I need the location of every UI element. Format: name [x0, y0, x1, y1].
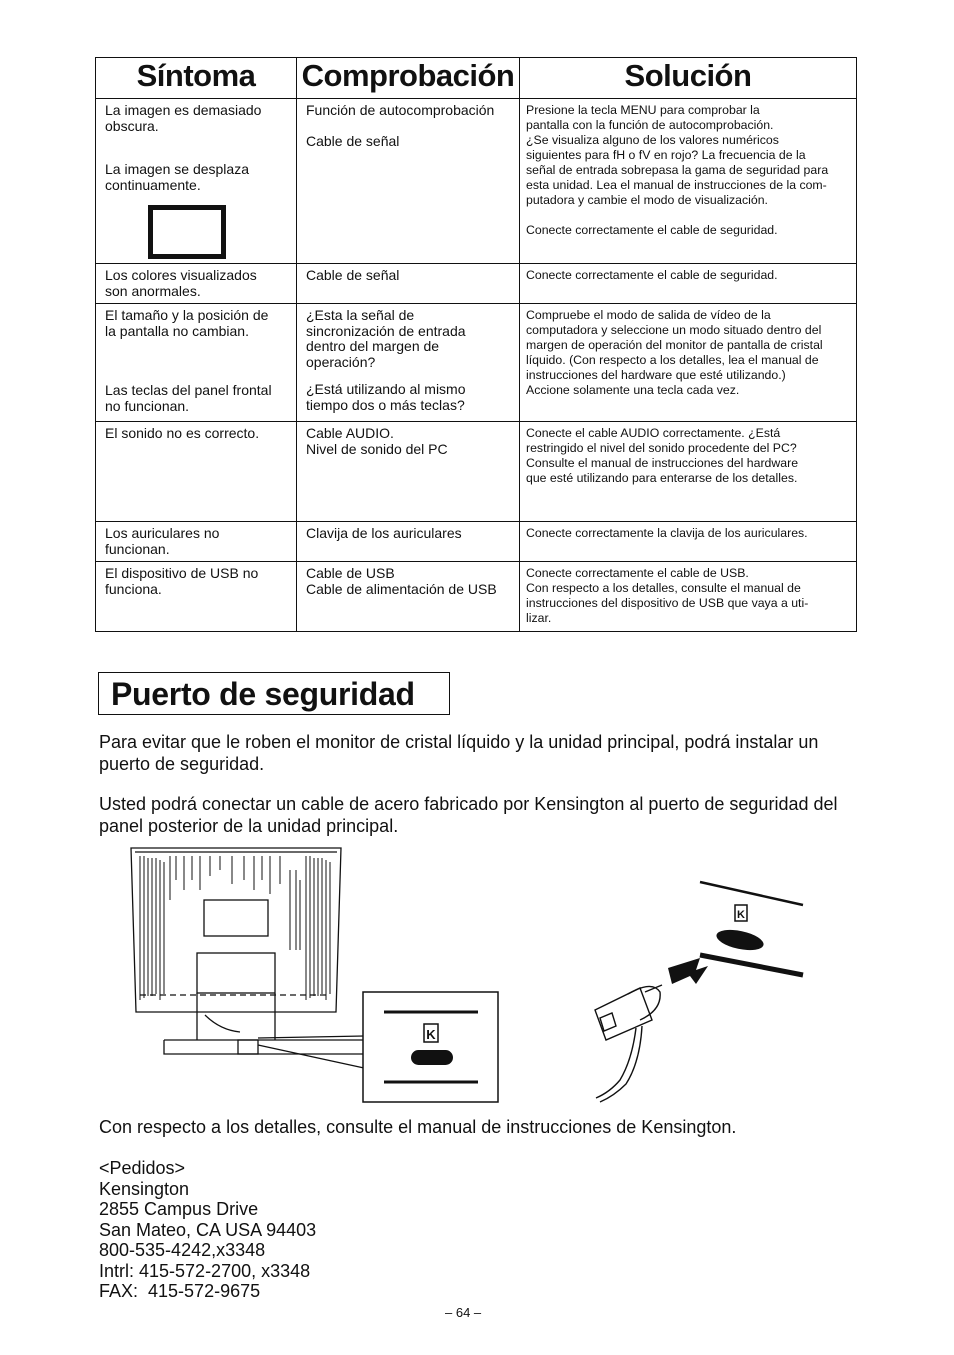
solucion-text: Presione la tecla MENU para comprobar la pantalla con la función de autocomprobación. ¿Se visualiza alguno de los valores numéricos siguientes para fH o fV en rojo? La frecuencia de la señal de entrada sobrepasa la gama de seguridad para esta unidad. Lea el manual de instrucciones de la com- putadora y cambie el modo de visualización.	[526, 103, 829, 207]
comprobacion-text: Cable de USB Cable de alimentación de USB	[306, 565, 497, 597]
address-line: Kensington	[99, 1178, 190, 1199]
sintoma-text: El tamaño y la posición de la pantalla no cambian.	[105, 307, 269, 339]
sintoma-text: La imagen es demasiado obscura.	[105, 102, 262, 134]
comprobacion-text: ¿Está utilizando al mismo tiempo dos o más teclas?	[306, 381, 466, 413]
comprobacion-text: Cable de señal	[306, 132, 400, 149]
lock-symbol-icon: K	[426, 1027, 436, 1042]
intro-paragraph: Para evitar que le roben el monitor de cristal líquido y la unidad principal, podrá instalar un puerto de seguridad.	[99, 732, 819, 774]
kensington-paragraph: Usted podrá conectar un cable de acero fabricado por Kensington al puerto de seguridad del panel posterior de la unidad principal.	[99, 794, 838, 836]
address-line: 2855 Campus Drive	[99, 1199, 259, 1219]
page-number: – 64 –	[445, 1305, 482, 1320]
comprobacion-text: ¿Esta la señal de sincronización de entrada dentro del margen de operación?	[306, 307, 466, 370]
sintoma-text: Los colores visualizados son anormales.	[105, 267, 257, 299]
kensington-lock-plug-icon	[595, 882, 803, 1102]
header-sintoma: Síntoma	[96, 58, 297, 99]
details-paragraph: Con respecto a los detalles, consulte el manual de instrucciones de Kensington.	[99, 1117, 737, 1137]
sintoma-text: El dispositivo de USB no funciona.	[105, 565, 259, 597]
monitor-rear-view-icon	[131, 848, 370, 1068]
address-line: San Mateo, CA USA 94403	[99, 1219, 317, 1240]
address-line: Intrl: 415-572-2700, x3348	[99, 1260, 311, 1281]
comprobacion-text: Función de autocomprobación	[306, 102, 495, 118]
comprobacion-text: Cable de señal	[306, 267, 400, 283]
comprobacion-text: Cable AUDIO. Nivel de sonido del PC	[306, 425, 448, 457]
solucion-text: Conecte el cable AUDIO correctamente. ¿Está restringido el nivel del sonido procedente del PC? Consulte el manual de instrucciones del hardware que esté utilizando para enterarse de los detalles.	[526, 426, 799, 485]
solucion-text: Conecte correctamente la clavija de los auriculares.	[526, 526, 808, 540]
solucion-text: Compruebe el modo de salida de vídeo de la computadora y seleccione un modo situado dentro del margen de operación del monitor de pantalla de cristal líquido. (Con respecto a los detalles, lea el manual de instrucciones del hardware que esté utilizando.) Accione solamente una tecla cada vez.	[526, 308, 823, 397]
header-comprobacion: Comprobación	[297, 58, 520, 99]
security-slot-detail-icon	[363, 992, 498, 1102]
address-line: 800-535-4242,x3348	[99, 1240, 266, 1260]
address-line: FAX: 415-572-9675	[99, 1281, 261, 1301]
order-address	[99, 1158, 316, 1302]
sintoma-text: La imagen se desplaza continuamente.	[105, 161, 249, 193]
sintoma-text: Los auriculares no funcionan.	[105, 525, 220, 557]
solucion-text: Conecte correctamente el cable de USB. Con respecto a los detalles, consulte el manual de instrucciones del dispositivo de USB que vaya a uti- lizar.	[526, 566, 809, 625]
solucion-text: Conecte correctamente el cable de seguridad.	[526, 223, 778, 237]
sintoma-text: Las teclas del panel frontal no funcionan.	[105, 382, 272, 414]
address-line: <Pedidos>	[99, 1158, 186, 1178]
solucion-text: Conecte correctamente el cable de seguridad.	[526, 268, 778, 282]
header-solucion: Solución	[520, 58, 857, 99]
comprobacion-text: Clavija de los auriculares	[306, 525, 462, 541]
svg-text:K: K	[737, 909, 745, 921]
sintoma-text: El sonido no es correcto.	[105, 425, 260, 441]
section-title: Puerto de seguridad	[98, 672, 450, 715]
